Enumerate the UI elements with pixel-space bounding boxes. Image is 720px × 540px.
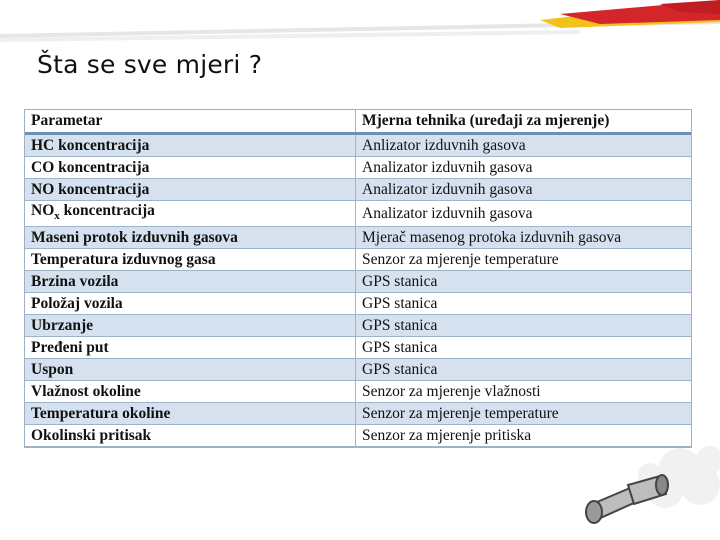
param-name: Temperatura izduvnog gasa <box>31 250 216 268</box>
param-name: Položaj vozila <box>31 294 123 312</box>
param-name: Uspon <box>31 360 74 378</box>
param-name: Ubrzanje <box>31 316 93 334</box>
method-cell: Analizator izduvnih gasova <box>356 179 692 201</box>
table-row <box>25 359 691 381</box>
table-row <box>25 293 691 315</box>
param-cell <box>25 179 356 201</box>
table-row <box>25 227 691 249</box>
method-cell: GPS stanica <box>356 359 692 381</box>
param-cell <box>25 271 356 293</box>
table-row <box>25 157 691 179</box>
param-cell <box>25 359 356 381</box>
param-name: Okolinski pritisak <box>31 426 152 444</box>
table-row <box>25 381 691 403</box>
method-cell: Mjerač masenog protoka izduvnih gasova <box>356 227 692 249</box>
param-subscript: x <box>54 210 60 223</box>
param-cell <box>25 201 356 227</box>
header-parametar: Parametar <box>25 110 356 134</box>
table-row <box>25 271 691 293</box>
table-row <box>25 179 691 201</box>
param-name: Temperatura okoline <box>31 404 171 422</box>
param-name: Brzina vozila <box>31 272 119 290</box>
param-name: Maseni protok izduvnih gasova <box>31 228 238 246</box>
table-row <box>25 403 691 425</box>
param-cell <box>25 134 356 157</box>
param-cell <box>25 315 356 337</box>
param-name: HC koncentracija <box>31 136 150 154</box>
slide-title: Šta se sve mjeri ? <box>37 50 263 79</box>
exhaust-pipe-icon <box>560 430 720 540</box>
table-row <box>25 249 691 271</box>
param-cell <box>25 381 356 403</box>
method-cell: Senzor za mjerenje temperature <box>356 249 692 271</box>
header-mjerna-tehnika: Mjerna tehnika (uređaji za mjerenje) <box>356 110 692 134</box>
param-name: NO <box>31 202 55 219</box>
method-cell: Anlizator izduvnih gasova <box>356 134 692 157</box>
table-row <box>25 201 691 227</box>
param-name: NO koncentracija <box>31 180 150 198</box>
method-cell: GPS stanica <box>356 337 692 359</box>
param-name: Vlažnost okoline <box>31 382 141 400</box>
param-name: Pređeni put <box>31 338 109 356</box>
param-name-tail: koncentracija <box>59 202 155 219</box>
top-decorative-band <box>0 0 720 50</box>
method-cell: Senzor za mjerenje pritiska <box>356 425 692 447</box>
param-cell <box>25 227 356 249</box>
table-header-row <box>25 110 691 134</box>
table-row <box>25 134 691 157</box>
param-cell <box>25 337 356 359</box>
method-cell: Senzor za mjerenje vlažnosti <box>356 381 692 403</box>
param-cell <box>25 249 356 271</box>
method-cell: Analizator izduvnih gasova <box>356 201 692 227</box>
table-row <box>25 315 691 337</box>
method-cell: GPS stanica <box>356 293 692 315</box>
method-cell: GPS stanica <box>356 315 692 337</box>
method-cell: Senzor za mjerenje temperature <box>356 403 692 425</box>
param-cell <box>25 157 356 179</box>
method-cell: GPS stanica <box>356 271 692 293</box>
table-row <box>25 337 691 359</box>
param-cell <box>25 403 356 425</box>
param-cell <box>25 293 356 315</box>
method-cell: Analizator izduvnih gasova <box>356 157 692 179</box>
measurement-table <box>24 109 692 448</box>
param-name: CO koncentracija <box>31 158 150 176</box>
param-cell <box>25 425 356 447</box>
